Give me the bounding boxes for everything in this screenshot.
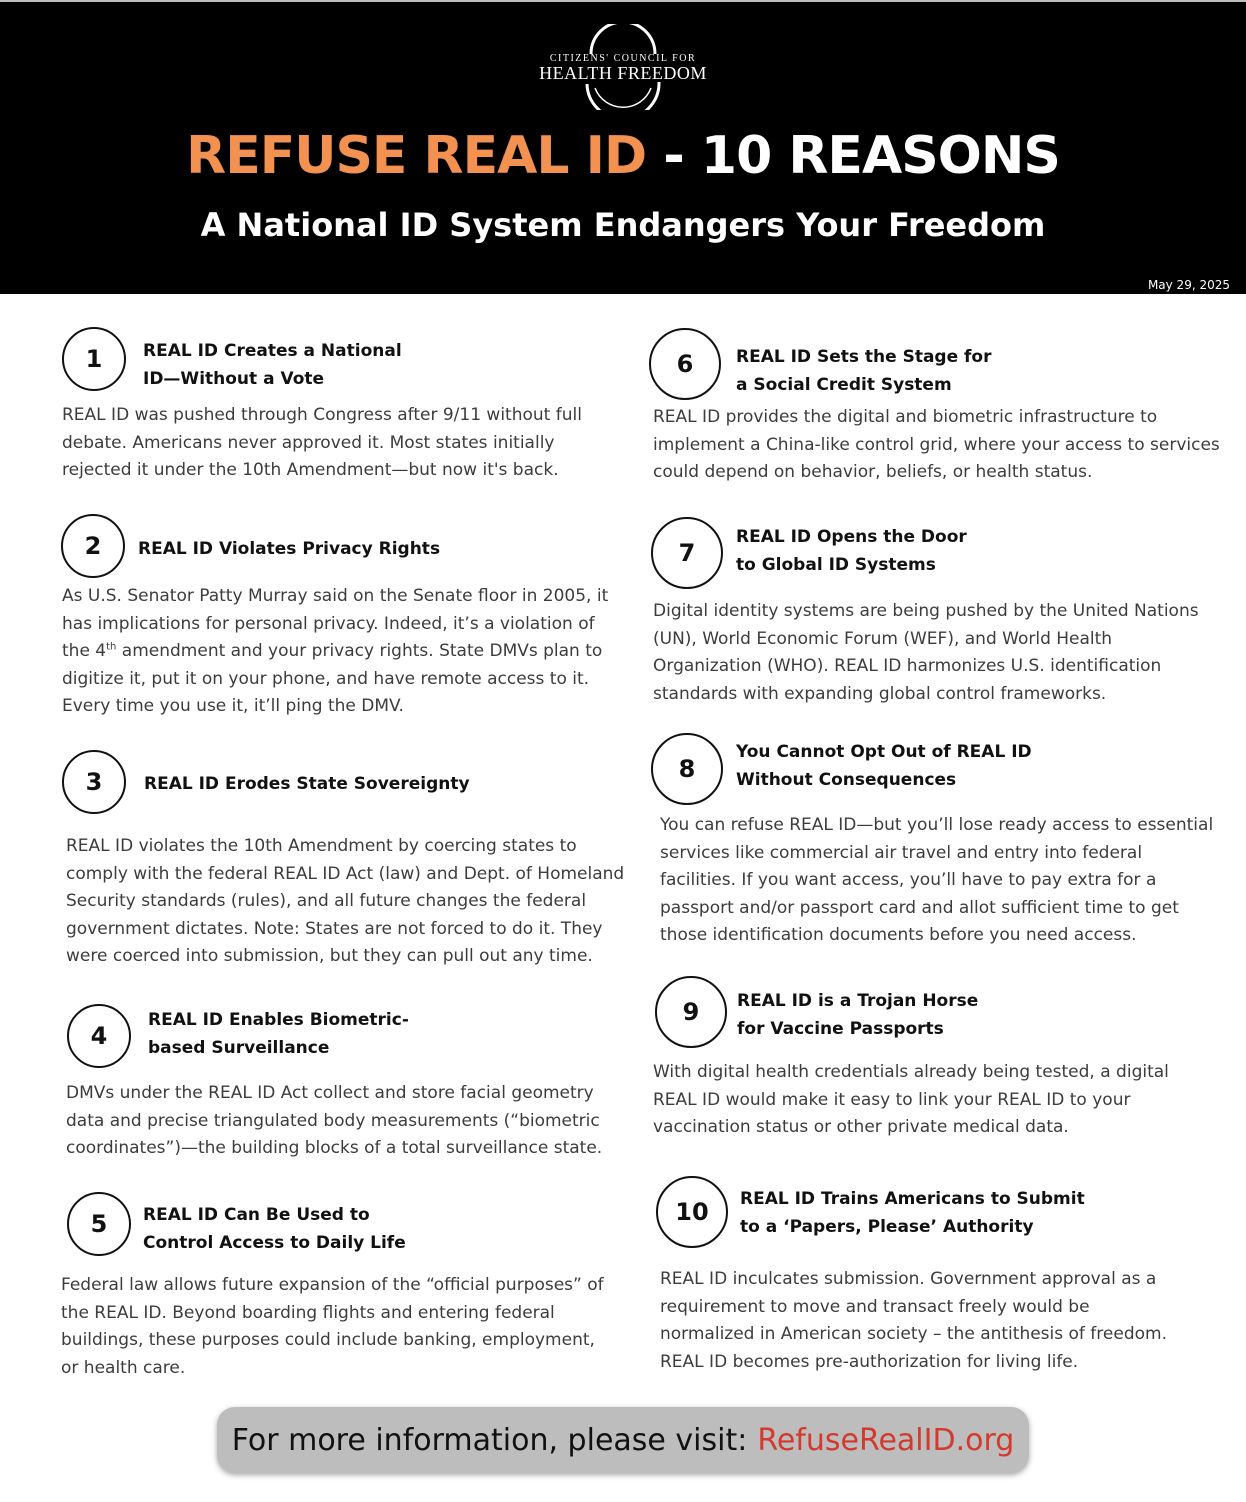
reason-number-badge: 9 bbox=[655, 976, 727, 1048]
body-line: facilities. If you want access, you’ll have to pay extra for a bbox=[660, 870, 1157, 890]
superscript: th bbox=[106, 641, 117, 653]
heading-line: a Social Credit System bbox=[736, 375, 952, 395]
reason-heading bbox=[736, 523, 967, 579]
body-text: the 4 bbox=[62, 641, 107, 661]
reason-body bbox=[66, 1080, 602, 1163]
reason-heading bbox=[138, 535, 440, 563]
heading-line: REAL ID Opens the Door bbox=[736, 527, 967, 547]
body-line: those identification documents before you need access. bbox=[660, 925, 1137, 945]
body-line: passport and/or passport card and allot sufficient time to get bbox=[660, 897, 1179, 918]
body-line: coordinates”)—the building blocks of a total surveillance state. bbox=[66, 1138, 603, 1158]
body-line: (UN), World Economic Forum (WEF), and World Health bbox=[653, 628, 1113, 649]
heading-line: REAL ID Enables Biometric- bbox=[148, 1010, 409, 1030]
body-line bbox=[62, 638, 608, 666]
body-line: With digital health credentials already being tested, a digital bbox=[653, 1062, 1169, 1082]
reason-body bbox=[62, 402, 582, 485]
reason-heading bbox=[144, 770, 470, 798]
heading-line: Without Consequences bbox=[736, 770, 957, 790]
body-line: digitize it, put it on your phone, and have remote access to it. bbox=[62, 668, 590, 689]
body-line: Digital identity systems are being pushed by the United Nations bbox=[653, 601, 1199, 621]
reason-body bbox=[653, 404, 1220, 487]
reason-body bbox=[653, 1059, 1169, 1142]
body-line: has implications for personal privacy. Indeed, it’s a violation of bbox=[62, 613, 595, 634]
logo-line-2: HEALTH FREEDOM bbox=[539, 63, 707, 83]
heading-line: for Vaccine Passports bbox=[737, 1019, 944, 1039]
reason-body bbox=[62, 583, 608, 721]
reason-heading bbox=[143, 337, 402, 393]
reason-heading bbox=[736, 738, 1032, 794]
body-line: services like commercial air travel and entry into federal bbox=[660, 842, 1143, 863]
refuse-real-id-link[interactable]: RefuseRealID.org bbox=[757, 1422, 1015, 1458]
body-line: REAL ID would make it easy to link your REAL ID to your bbox=[653, 1089, 1131, 1110]
reason-body bbox=[61, 1272, 604, 1382]
reason-number-badge: 2 bbox=[61, 514, 125, 578]
body-line: implement a China-like control grid, where your access to services bbox=[653, 434, 1220, 455]
reason-number-badge: 8 bbox=[651, 733, 723, 805]
body-line: debate. Americans never approved it. Most states initially bbox=[62, 432, 555, 453]
body-line: requirement to move and transact freely would be bbox=[660, 1296, 1090, 1317]
body-line: or health care. bbox=[61, 1357, 186, 1378]
page-title bbox=[0, 126, 1246, 186]
body-line: vaccination status or other private medical data. bbox=[653, 1117, 1069, 1137]
body-line: Federal law allows future expansion of the “official purposes” of bbox=[61, 1275, 604, 1295]
reason-body bbox=[653, 598, 1199, 708]
body-line: Security standards (rules), and all future changes the federal bbox=[66, 891, 587, 911]
heading-line: REAL ID Creates a National bbox=[143, 341, 402, 361]
body-line: normalized in American society – the antithesis of freedom. bbox=[660, 1324, 1167, 1344]
reason-body bbox=[660, 812, 1213, 950]
body-line: REAL ID was pushed through Congress after 9/11 without full bbox=[62, 405, 582, 425]
heading-line: REAL ID Sets the Stage for bbox=[736, 347, 992, 367]
page-subtitle: A National ID System Endangers Your Freedom bbox=[200, 206, 1046, 244]
heading-line: Control Access to Daily Life bbox=[143, 1233, 406, 1253]
body-line: rejected it under the 10th Amendment—but now it's back. bbox=[62, 460, 559, 480]
body-line: REAL ID becomes pre-authorization for living life. bbox=[660, 1351, 1079, 1372]
council-logo bbox=[523, 24, 723, 110]
reason-number-badge: 1 bbox=[62, 327, 126, 391]
body-line: You can refuse REAL ID—but you’ll lose ready access to essential bbox=[660, 815, 1214, 835]
body-line: comply with the federal REAL ID Act (law) and Dept. of Homeland bbox=[66, 863, 625, 884]
body-line: Every time you use it, it’ll ping the DMV. bbox=[62, 696, 404, 716]
reason-number-badge: 6 bbox=[649, 328, 721, 400]
body-line: REAL ID provides the digital and biometric infrastructure to bbox=[653, 407, 1158, 427]
body-line: government dictates. Note: States are not forced to do it. They bbox=[66, 918, 603, 939]
heading-line: to Global ID Systems bbox=[736, 555, 936, 575]
heading-line: REAL ID is a Trojan Horse bbox=[737, 991, 979, 1011]
heading-line: REAL ID Trains Americans to Submit bbox=[740, 1189, 1085, 1209]
reason-heading bbox=[148, 1006, 409, 1062]
heading-line: REAL ID Can Be Used to bbox=[143, 1205, 370, 1225]
body-line: could depend on behavior, beliefs, or health status. bbox=[653, 462, 1093, 482]
header-banner bbox=[0, 2, 1246, 294]
heading-line: based Surveillance bbox=[148, 1038, 330, 1058]
body-line: the REAL ID. Beyond boarding flights and entering federal bbox=[61, 1302, 555, 1323]
body-line: data and precise triangulated body measurements (“biometric bbox=[66, 1110, 600, 1131]
reason-number-badge: 10 bbox=[656, 1176, 728, 1248]
body-line: standards with expanding global control frameworks. bbox=[653, 683, 1107, 704]
reason-body bbox=[660, 1266, 1167, 1376]
reason-heading bbox=[740, 1185, 1085, 1241]
reason-number-badge: 4 bbox=[67, 1004, 131, 1068]
footer-text: For more information, please visit: bbox=[231, 1422, 748, 1458]
body-line: As U.S. Senator Patty Murray said on the Senate floor in 2005, it bbox=[62, 586, 609, 606]
heading-line: You Cannot Opt Out of REAL ID bbox=[736, 742, 1032, 762]
publish-date: May 29, 2025 bbox=[1147, 278, 1230, 292]
more-info-banner bbox=[217, 1407, 1029, 1473]
title-rest: - 10 REASONS bbox=[646, 126, 1060, 186]
reason-number-badge: 5 bbox=[67, 1192, 131, 1256]
reason-number-badge: 3 bbox=[62, 750, 126, 814]
body-line: Organization (WHO). REAL ID harmonizes U.S. identification bbox=[653, 656, 1162, 676]
reason-body bbox=[66, 833, 624, 971]
heading-line: to a ‘Papers, Please’ Authority bbox=[740, 1217, 1034, 1237]
reason-heading bbox=[736, 343, 992, 399]
body-line: buildings, these purposes could include banking, employment, bbox=[61, 1330, 595, 1350]
reason-number-badge: 7 bbox=[651, 517, 723, 589]
body-line: REAL ID violates the 10th Amendment by coercing states to bbox=[66, 836, 577, 856]
body-line: were coerced into submission, but they can pull out any time. bbox=[66, 946, 593, 966]
reason-heading bbox=[737, 987, 978, 1043]
title-highlight: REFUSE REAL ID bbox=[186, 126, 647, 186]
body-line: DMVs under the REAL ID Act collect and store facial geometry bbox=[66, 1083, 594, 1103]
heading-line: REAL ID Erodes State Sovereignty bbox=[144, 774, 470, 794]
body-text: amendment and your privacy rights. State DMVs plan to bbox=[116, 641, 603, 661]
body-line: REAL ID inculcates submission. Government approval as a bbox=[660, 1269, 1157, 1289]
logo-line-1: CITIZENS' COUNCIL FOR bbox=[549, 53, 697, 64]
heading-line: REAL ID Violates Privacy Rights bbox=[138, 539, 441, 559]
reason-heading bbox=[143, 1201, 406, 1257]
heading-line: ID—Without a Vote bbox=[143, 369, 325, 389]
